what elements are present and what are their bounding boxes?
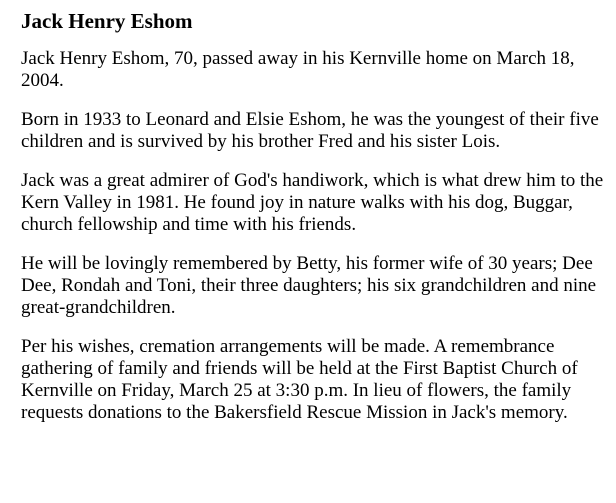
paragraph-passing: Jack Henry Eshom, 70, passed away in his Kernville home on March 18, 2004. [21, 48, 575, 91]
paragraph-survivors: He will be lovingly remembered by Betty, his former wife of 30 years; Dee Dee, Rondah and Toni, their three daughters; his six grandchildren and nine great-grandchildren. [21, 253, 597, 318]
paragraph-family: Born in 1933 to Leonard and Elsie Eshom, he was the youngest of their five children and is survived by his brother Fred and his sister Lois. [21, 109, 599, 152]
obituary-title: Jack Henry Eshom [21, 9, 193, 33]
paragraph-life: Jack was a great admirer of God's handiwork, which is what drew him to the Kern Valley in 1981. He found joy in nature walks with his dog, Buggar, church fellowship and time with his friends. [21, 170, 604, 235]
obituary-page [21, 8, 611, 441]
paragraph-services: Per his wishes, cremation arrangements will be made. A remembrance gathering of family and friends will be held at the First Baptist Church of Kernville on Friday, March 25 at 3:30 p.m. In lieu of flowers, the family requests donations to the Bakersfield Rescue Mission in Jack's memory. [21, 336, 578, 423]
